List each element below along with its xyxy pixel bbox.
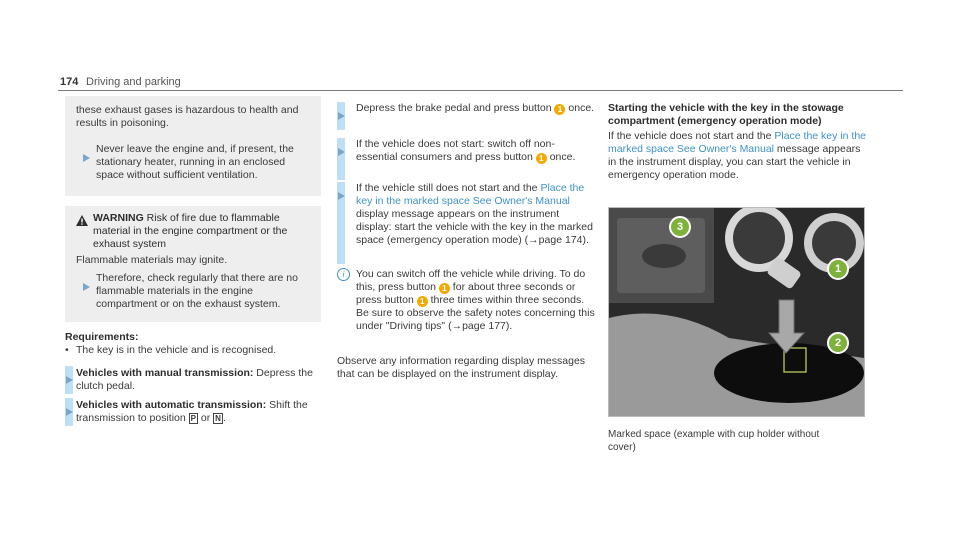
requirements-title: Requirements: — [65, 331, 139, 343]
page-number: 174 — [60, 76, 79, 88]
page-reference[interactable]: page 177 — [462, 320, 506, 332]
automatic-text: Shift the transmission to position — [76, 399, 308, 424]
section-intro-a: If the vehicle does not start and the — [608, 130, 775, 142]
cup-holder-photo — [608, 207, 865, 417]
step-1 — [356, 102, 596, 115]
note-text-b: for about three seconds or press button — [356, 281, 576, 306]
manual-transmission-step — [76, 367, 316, 393]
warning-body: Flammable materials may ignite. — [76, 254, 228, 266]
step-arrow-icon — [338, 143, 345, 161]
start-button-callout: 1 — [417, 296, 428, 307]
note-text-a: You can switch off the vehicle while driving. To do this, press button — [356, 268, 586, 293]
bullet-arrow-icon — [83, 149, 90, 167]
step-2-text: If the vehicle does not start: switch off non-essential consumers and press button — [356, 138, 555, 163]
observe-text: Observe any information regarding display messages that can be displayed on the instrument display. — [337, 355, 586, 380]
warning-label: WARNING — [93, 212, 144, 224]
park-position-icon: P — [190, 414, 196, 423]
page-reference[interactable]: page 174 — [538, 234, 583, 246]
warning-bullet-text: Therefore, check regularly that there are no flammable materials in the engine compartment or on the exhaust system. — [96, 272, 298, 310]
intro-text: these exhaust gases is hazardous to health and results in poisoning. — [76, 104, 299, 129]
section-heading: Starting the vehicle with the key in the stowage compartment (emergency operation mode) — [608, 102, 844, 127]
display-message-link: Place the key in the marked space See Owner's Manual — [356, 182, 585, 207]
warning-triangle-icon — [76, 213, 88, 231]
start-button-callout: 1 — [536, 153, 547, 164]
callout-1: 1 — [827, 258, 849, 280]
period-text: . — [222, 412, 226, 424]
manual-text: Depress the clutch pedal. — [76, 367, 313, 392]
note-text-c: three times within three seconds. Be sure to observe the safety notes concerning this under "Driving tips" ( — [356, 294, 595, 332]
step-arrow-icon — [66, 403, 73, 421]
start-button-callout: 1 — [554, 104, 565, 115]
step-arrow-icon — [66, 371, 73, 389]
note-text — [356, 268, 596, 333]
section-title: Driving and parking — [86, 76, 181, 88]
or-text: or — [197, 412, 214, 424]
step-2-text-end: once. — [546, 151, 576, 163]
neutral-position-icon: N — [215, 414, 221, 423]
step-3-text: If the vehicle still does not start and the — [356, 182, 541, 194]
step-3 — [356, 182, 596, 247]
step-1-text: Depress the brake pedal and press button — [356, 102, 555, 114]
step-3-text-end: ). — [582, 234, 589, 246]
page-ref-arrow-icon: → — [528, 234, 539, 246]
bullet-arrow-icon — [83, 278, 90, 296]
requirements-item: The key is in the vehicle and is recognised. — [76, 344, 277, 356]
warning-heading — [93, 212, 315, 251]
step-arrow-icon — [338, 107, 345, 125]
automatic-label: Vehicles with automatic transmission: — [76, 399, 267, 411]
step-1-text-end: once. — [565, 102, 595, 114]
step-arrow-icon — [338, 187, 345, 205]
automatic-transmission-step — [76, 399, 316, 425]
note-text-d: ). — [505, 320, 513, 332]
section-intro — [608, 130, 868, 182]
section-intro-b: message appears in the instrument display, you can start the vehicle in emergency operation mode. — [608, 143, 861, 181]
step-3-text-mid: display message appears on the instrument display: start the vehicle with the key in the marked space (emergency operation mode) ( — [356, 208, 593, 246]
manual-label: Vehicles with manual transmission: — [76, 367, 254, 379]
requirements-bullet-icon: • — [65, 344, 69, 356]
callout-3: 3 — [669, 216, 691, 238]
start-button-callout: 1 — [439, 283, 450, 294]
header-rule — [58, 90, 903, 91]
step-2 — [356, 138, 596, 164]
display-message-link: Place the key in the marked space See Owner's Manual — [608, 130, 866, 155]
info-icon: i — [337, 268, 350, 281]
bullet-text: Never leave the engine and, if present, the stationary heater, running in an enclosed space without sufficient ventilation. — [96, 143, 294, 181]
callout-2: 2 — [827, 332, 849, 354]
warning-text: Risk of fire due to flammable material in the engine compartment or the exhaust system — [93, 212, 288, 250]
page-ref-arrow-icon: → — [451, 320, 463, 332]
photo-caption: Marked space (example with cup holder without cover) — [608, 429, 820, 453]
